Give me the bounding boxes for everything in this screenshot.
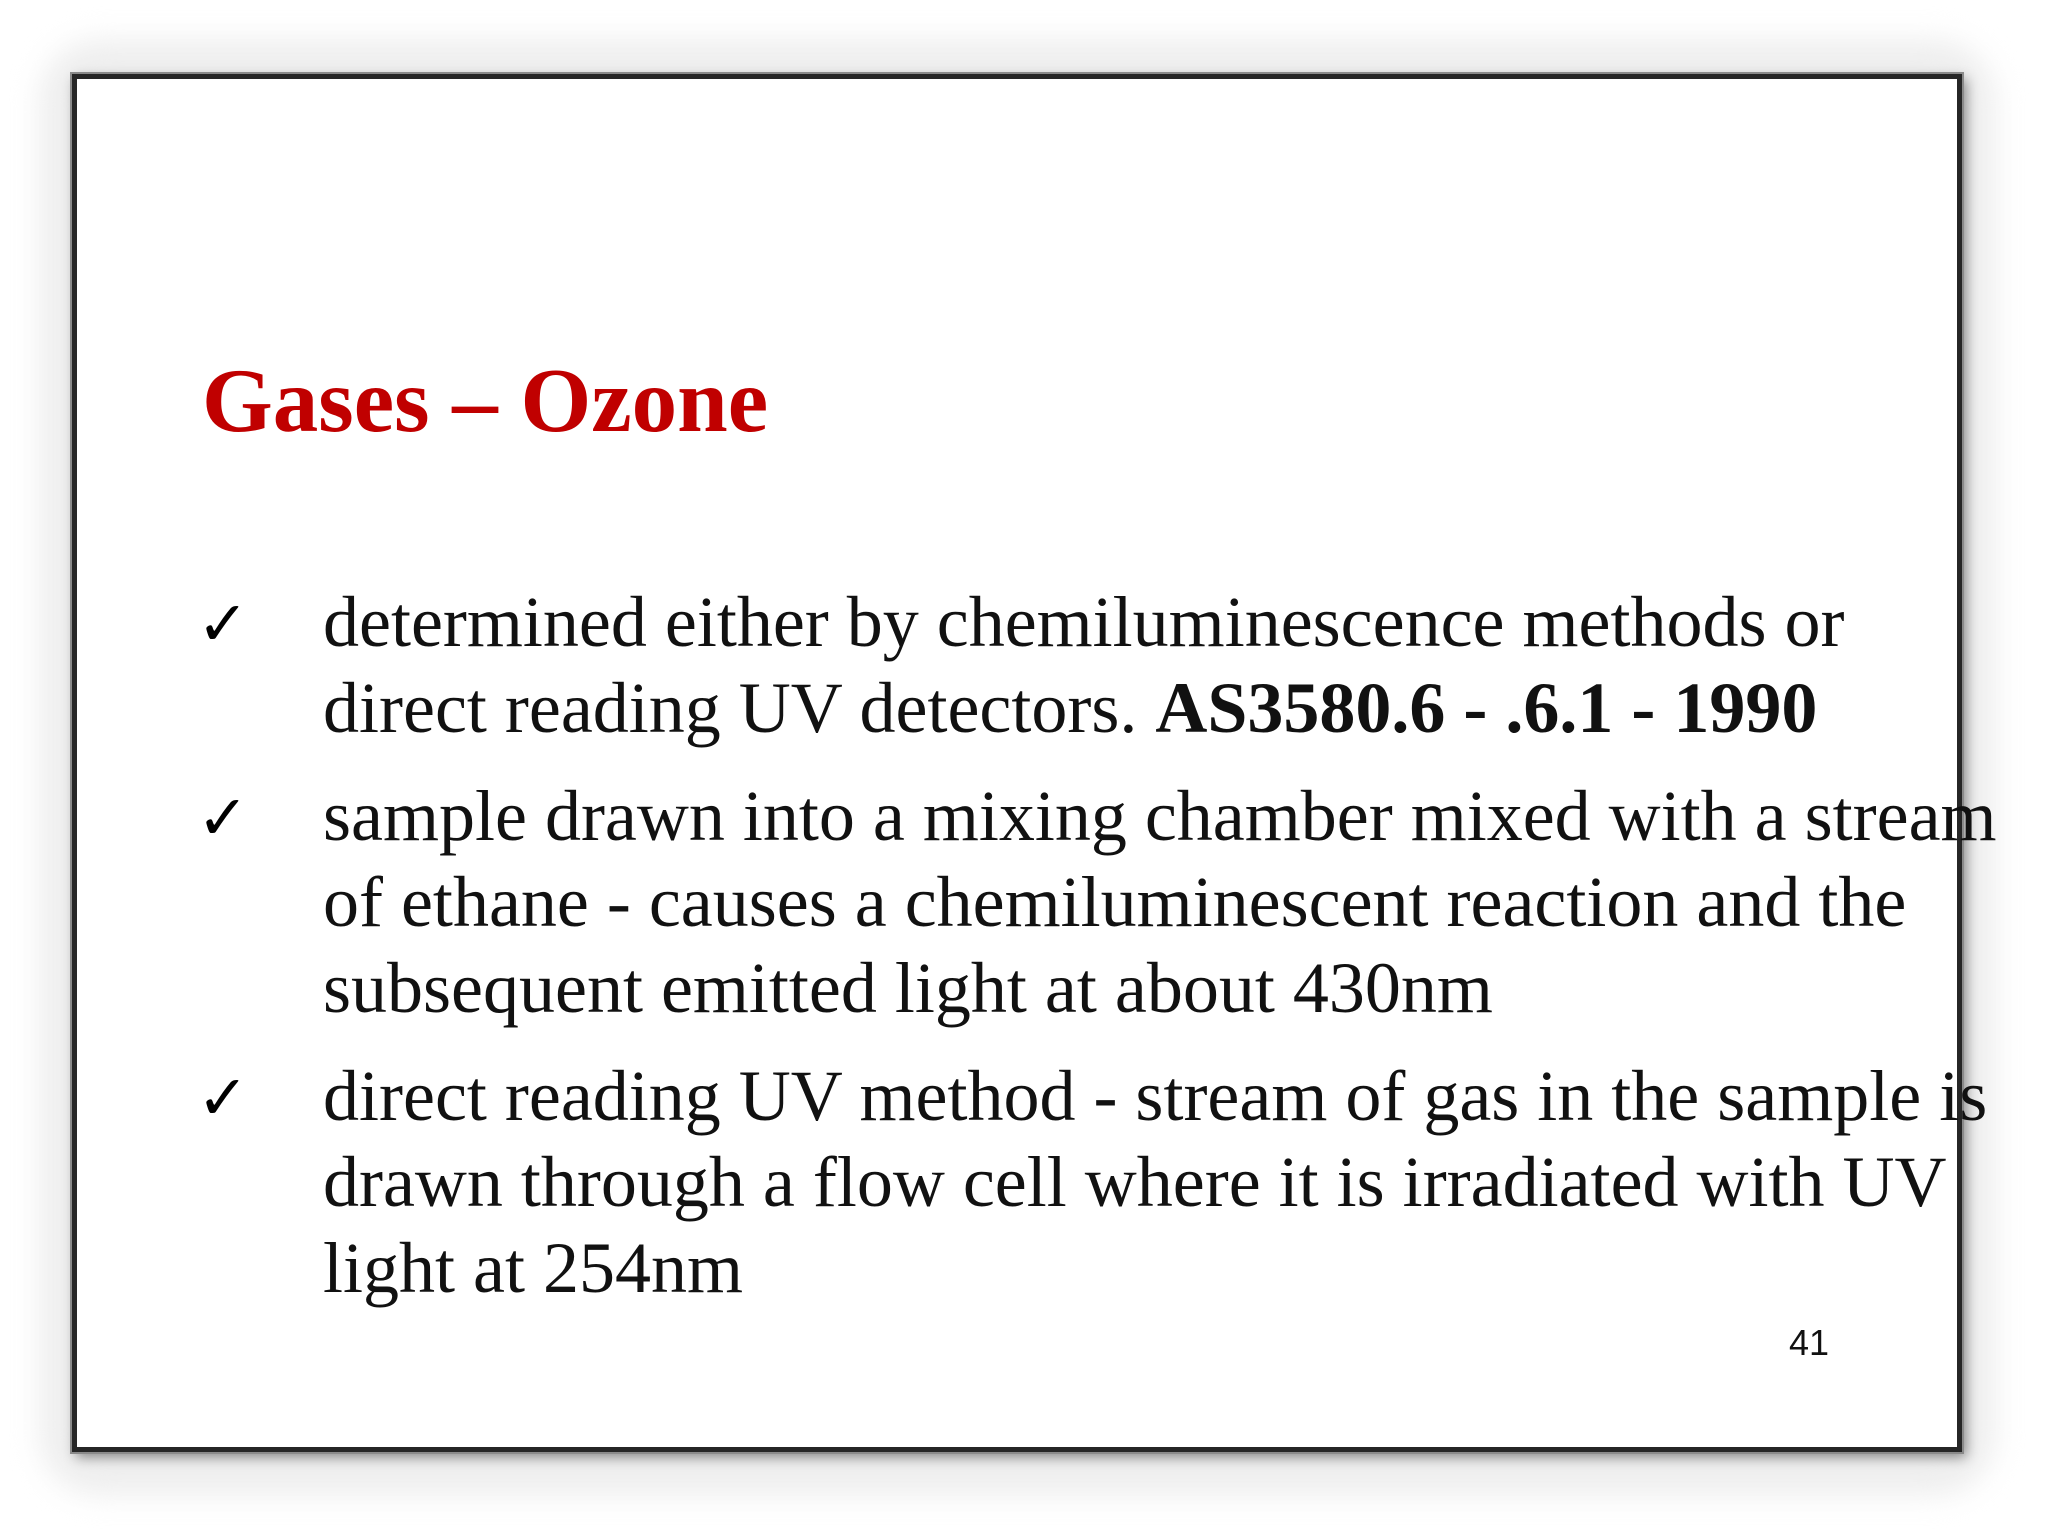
slide-frame: [72, 74, 1997, 1452]
bullet-text: determined either by chemiluminescence methods or direct reading UV detectors.: [323, 582, 1845, 748]
bullet-item-2: [197, 773, 1997, 1031]
checkmark-icon: ✓: [197, 587, 249, 660]
slide-title: Gases – Ozone: [202, 350, 769, 451]
checkmark-icon: ✓: [197, 1061, 249, 1134]
bullet-item-1: [197, 579, 1997, 751]
bullet-item-3: [197, 1053, 1997, 1311]
standard-reference: AS3580.6 - .6.1 - 1990: [1155, 668, 1818, 748]
checkmark-icon: ✓: [197, 781, 249, 854]
bullet-text: direct reading UV method - stream of gas in the sample is drawn through a flow cell where it is irradiated with UV light at 254nm: [323, 1056, 1988, 1308]
bullet-text: sample drawn into a mixing chamber mixed with a stream of ethane - causes a chemiluminescent reaction and the subsequent emitted light at about 430nm: [323, 776, 1997, 1028]
bullet-list: [197, 579, 1997, 1311]
page-number: 41: [1788, 1322, 1829, 1363]
